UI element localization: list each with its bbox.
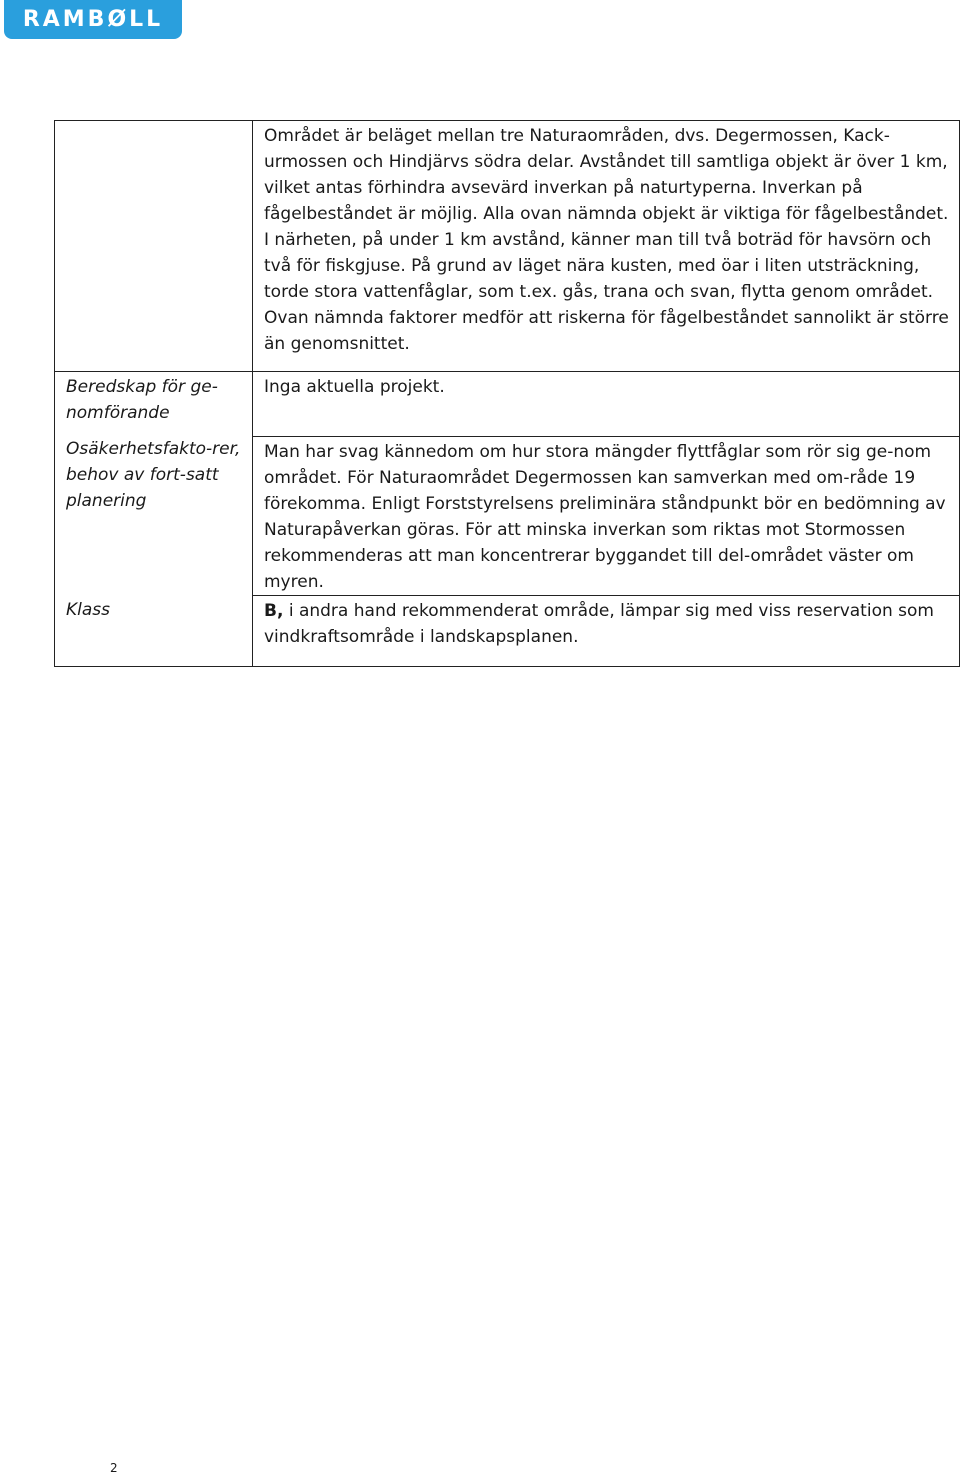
klass-value: B, bbox=[264, 600, 284, 621]
assessment-table bbox=[54, 120, 960, 667]
klass-text: i andra hand rekommenderat område, lämpar sig med viss reservation som vindkraftsområde i landskapsplanen. bbox=[264, 600, 934, 647]
empty-label-cell bbox=[55, 121, 253, 372]
uncertainty-label: Osäkerhetsfakto-rer, behov av fort-satt planering bbox=[55, 436, 253, 595]
table-row-readiness bbox=[55, 372, 960, 437]
page-number: 2 bbox=[110, 1461, 118, 1475]
ramboll-logo bbox=[4, 0, 182, 39]
readiness-text: Inga aktuella projekt. bbox=[253, 372, 960, 437]
table-row-uncertainty bbox=[55, 436, 960, 595]
klass-cell bbox=[253, 595, 960, 666]
table-row-intro bbox=[55, 121, 960, 372]
readiness-label: Beredskap för ge-nomförande bbox=[55, 372, 253, 437]
uncertainty-text: Man har svag kännedom om hur stora mängder flyttfåglar som rör sig ge-nom området. För Naturaområdet Degermossen kan samverkan med om-råde 19 förekomma. Enligt Forststyrelsens preliminära ståndpunkt bör en bedömning av Naturapåverkan göras. För att minska inverkan som riktas mot Stormossen rekommenderas att man koncentrerar byggandet till del-området väster om myren. bbox=[253, 436, 960, 595]
table-row-klass bbox=[55, 595, 960, 666]
logo-text: RAMBØLL bbox=[22, 7, 164, 32]
klass-label: Klass bbox=[55, 595, 253, 666]
intro-text-cell: Området är beläget mellan tre Naturaområden, dvs. Degermossen, Kack-urmossen och Hindjärvs södra delar. Avståndet till samtliga objekt är över 1 km, vilket antas förhindra avsevärd inverkan på naturtyperna. Inverkan på fågelbeståndet är möjlig. Alla ovan nämnda objekt är viktiga för fågelbeståndet. I närheten, på under 1 km avstånd, känner man till två boträd för havsörn och två för fiskgjuse. På grund av läget nära kusten, med öar i liten utsträckning, torde stora vattenfåglar, som t.ex. gås, trana och svan, flytta genom området. Ovan nämnda faktorer medför att riskerna för fågelbeståndet sannolikt är större än genomsnittet. bbox=[253, 121, 960, 372]
